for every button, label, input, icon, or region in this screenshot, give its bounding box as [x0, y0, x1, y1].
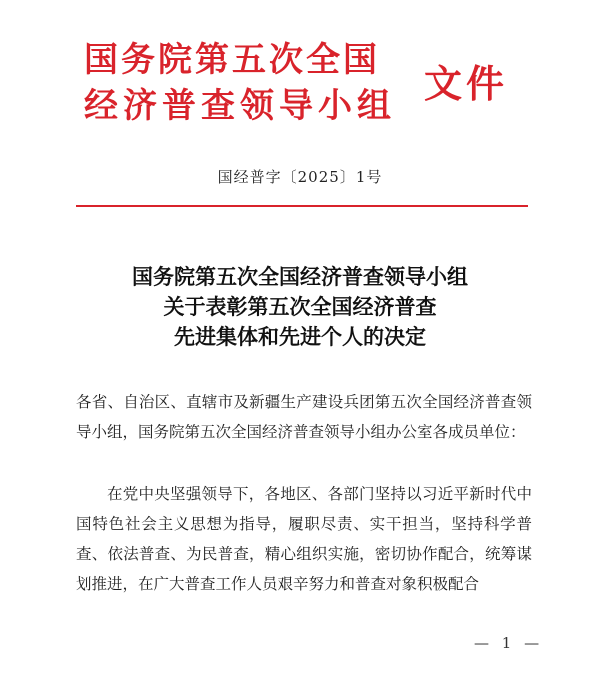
masthead-line-2: 经济普查领导小组: [84, 86, 396, 126]
red-masthead: [84, 36, 524, 132]
masthead-suffix: 文件: [424, 61, 509, 106]
title-line-3: 先进集体和先进个人的决定: [174, 324, 426, 349]
document-number: 国经普字〔2025〕1号: [217, 168, 383, 186]
title-line-2: 关于表彰第五次全国经济普查: [163, 294, 437, 319]
masthead-line-1: 国务院第五次全国: [84, 40, 380, 80]
red-separator-line: [76, 205, 528, 207]
body-paragraph: 在党中央坚强领导下，各地区、各部门坚持以习近平新时代中国特色社会主义思想为指导，履职尽责、实干担当，坚持科学普查、依法普查、为民普查，精心组织实施，密切协作配合，统筹谋划推进，在广大普查工作人员艰辛努力和普查对象积极配合: [76, 485, 532, 593]
page-number: — 1 —: [474, 634, 544, 652]
addressee: 各省、自治区、直辖市及新疆生产建设兵团第五次全国经济普查领导小组，国务院第五次全国经济普查领导小组办公室各成员单位：: [76, 393, 532, 441]
title-line-1: 国务院第五次全国经济普查领导小组: [132, 264, 468, 289]
document-title: [0, 262, 600, 352]
